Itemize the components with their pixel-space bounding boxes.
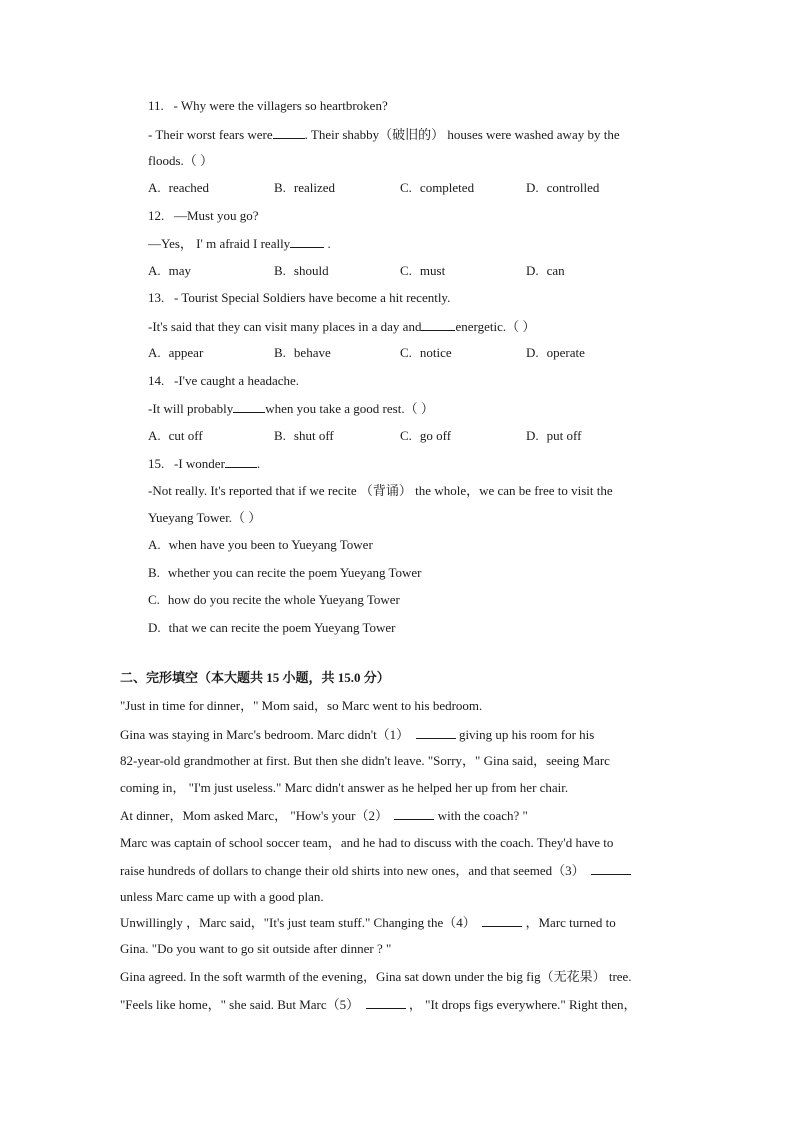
question-13-stem [148, 290, 450, 306]
passage-line: unless Marc came up with a good plan. [120, 889, 324, 904]
question-text: - Their worst fears were [148, 127, 273, 142]
answer-blank [273, 126, 305, 139]
option-text: behave [293, 345, 331, 360]
answer-blank [290, 235, 324, 248]
option-d[interactable] [526, 180, 599, 196]
answer-blank-3 [591, 862, 631, 875]
option-text: whether you can recite the poem Yueyang Tower [167, 565, 422, 580]
option-c[interactable] [400, 263, 445, 279]
option-text: how do you recite the whole Yueyang Tower [167, 592, 400, 607]
answer-blank-5 [366, 996, 406, 1009]
passage-text: giving up his room for his [458, 727, 595, 742]
question-13-line2 [148, 318, 535, 335]
question-text: . [256, 456, 261, 471]
passage-line [120, 862, 631, 879]
question-text: . [327, 236, 331, 251]
option-c[interactable] [148, 592, 400, 608]
option-c[interactable] [400, 180, 474, 196]
option-letter: D. [526, 180, 539, 195]
option-text: completed [419, 180, 475, 195]
option-d[interactable] [148, 620, 396, 636]
question-11-line3: floods.（ ） [148, 153, 214, 168]
option-letter: B. [274, 263, 286, 278]
option-letter: A. [148, 180, 161, 195]
passage-line [120, 807, 528, 824]
option-text: realized [293, 180, 336, 195]
option-letter: D. [148, 620, 161, 635]
passage-line [120, 996, 637, 1013]
option-letter: C. [400, 263, 412, 278]
option-text: cut off [168, 428, 203, 443]
option-text: when have you been to Yueyang Tower [168, 537, 373, 552]
passage-line: 82-year-old grandmother at first. But then she didn't leave. "Sorry，" Gina said，seeing Marc [120, 753, 610, 768]
option-letter: B. [274, 345, 286, 360]
passage-line: "Just in time for dinner，" Mom said，so Marc went to his bedroom. [120, 698, 483, 713]
option-letter: A. [148, 537, 161, 552]
option-b[interactable] [148, 565, 422, 581]
question-number: 13. [148, 290, 165, 305]
option-letter: A. [148, 428, 161, 443]
passage-text: ，Marc turned to [525, 915, 616, 930]
option-text: can [546, 263, 565, 278]
question-15-line3: Yueyang Tower.（ ） [148, 510, 262, 525]
question-text: —Yes， I' m afraid I really [148, 236, 291, 251]
option-letter: C. [400, 180, 412, 195]
option-b[interactable] [274, 263, 329, 279]
option-letter: C. [400, 345, 412, 360]
passage-text: At dinner，Mom asked Marc， "How's your（2） [120, 808, 388, 823]
question-text: —Must you go? [174, 208, 259, 223]
passage-text: Gina was staying in Marc's bedroom. Marc didn't（1） [120, 727, 410, 742]
question-text: - Tourist Special Soldiers have become a hit recently. [174, 290, 451, 305]
passage-line: Gina agreed. In the soft warmth of the evening，Gina sat down under the big fig（无花果） tree. [120, 969, 632, 984]
option-text: must [419, 263, 446, 278]
question-14-stem [148, 373, 299, 389]
option-a[interactable] [148, 263, 191, 279]
option-d[interactable] [526, 263, 565, 279]
option-text: that we can recite the poem Yueyang Tower [168, 620, 396, 635]
question-text: -I wonder [174, 456, 225, 471]
option-letter: A. [148, 345, 161, 360]
answer-blank-4 [482, 914, 522, 927]
option-text: reached [168, 180, 210, 195]
question-number: 14. [148, 373, 165, 388]
question-text: -It's said that they can visit many places in a day and [148, 319, 422, 334]
option-d[interactable] [526, 345, 585, 361]
option-a[interactable] [148, 537, 373, 553]
passage-line: Gina. "Do you want to go sit outside after dinner ? " [120, 941, 392, 956]
option-letter: B. [274, 428, 286, 443]
option-letter: C. [400, 428, 412, 443]
option-letter: D. [526, 263, 539, 278]
option-letter: B. [274, 180, 286, 195]
option-a[interactable] [148, 428, 203, 444]
option-letter: B. [148, 565, 160, 580]
question-text: energetic.（ ） [455, 319, 536, 334]
passage-text: ， "It drops figs everywhere." Right then， [408, 997, 637, 1012]
option-d[interactable] [526, 428, 581, 444]
option-a[interactable] [148, 180, 209, 196]
question-text: -It will probably [148, 401, 234, 416]
question-11-stem [148, 98, 388, 114]
answer-blank [233, 400, 265, 413]
question-15-line2: -Not really. It's reported that if we recite （背诵） the whole，we can be free to visit the [148, 483, 613, 498]
question-12-stem [148, 208, 259, 224]
question-11-line2 [148, 126, 620, 143]
option-letter: A. [148, 263, 161, 278]
option-text: go off [419, 428, 452, 443]
answer-blank-2 [394, 807, 434, 820]
option-text: appear [168, 345, 204, 360]
answer-blank-1 [416, 726, 456, 739]
option-text: operate [546, 345, 585, 360]
passage-text: Unwillingly ，Marc said，"It's just team stuff." Changing the（4） [120, 915, 476, 930]
question-text: -I've caught a headache. [174, 373, 300, 388]
option-text: shut off [293, 428, 334, 443]
question-text: . Their shabby（破旧的） houses were washed away by the [304, 127, 620, 142]
passage-text: with the coach? " [437, 808, 528, 823]
question-text: - Why were the villagers so heartbroken? [173, 98, 388, 113]
option-text: should [293, 263, 329, 278]
option-a[interactable] [148, 345, 203, 361]
question-number: 11. [148, 98, 164, 113]
option-b[interactable] [274, 345, 331, 361]
answer-blank [225, 455, 257, 468]
option-text: controlled [546, 180, 600, 195]
option-letter: D. [526, 345, 539, 360]
question-14-line2 [148, 400, 434, 417]
option-b[interactable] [274, 428, 334, 444]
question-number: 12. [148, 208, 165, 223]
option-text: notice [419, 345, 452, 360]
option-c[interactable] [400, 345, 452, 361]
answer-blank [421, 318, 455, 331]
question-number: 15. [148, 456, 165, 471]
question-12-line2 [148, 235, 331, 252]
passage-line [120, 726, 594, 743]
question-text: when you take a good rest.（ ） [265, 401, 434, 416]
passage-line: coming in， "I'm just useless." Marc didn't answer as he helped her up from her chair. [120, 780, 569, 795]
section-heading: 二、完形填空（本大题共 15 小题，共 15.0 分） [120, 670, 390, 685]
option-letter: D. [526, 428, 539, 443]
passage-line [120, 914, 616, 931]
question-15-stem [148, 455, 260, 472]
passage-text: "Feels like home，" she said. But Marc（5） [120, 997, 360, 1012]
option-c[interactable] [400, 428, 451, 444]
passage-line: Marc was captain of school soccer team，and he had to discuss with the coach. They'd have to [120, 835, 614, 850]
option-b[interactable] [274, 180, 335, 196]
option-letter: C. [148, 592, 160, 607]
option-text: put off [546, 428, 582, 443]
passage-text: raise hundreds of dollars to change their old shirts into new ones，and that seemed（3） [120, 863, 585, 878]
option-text: may [168, 263, 192, 278]
